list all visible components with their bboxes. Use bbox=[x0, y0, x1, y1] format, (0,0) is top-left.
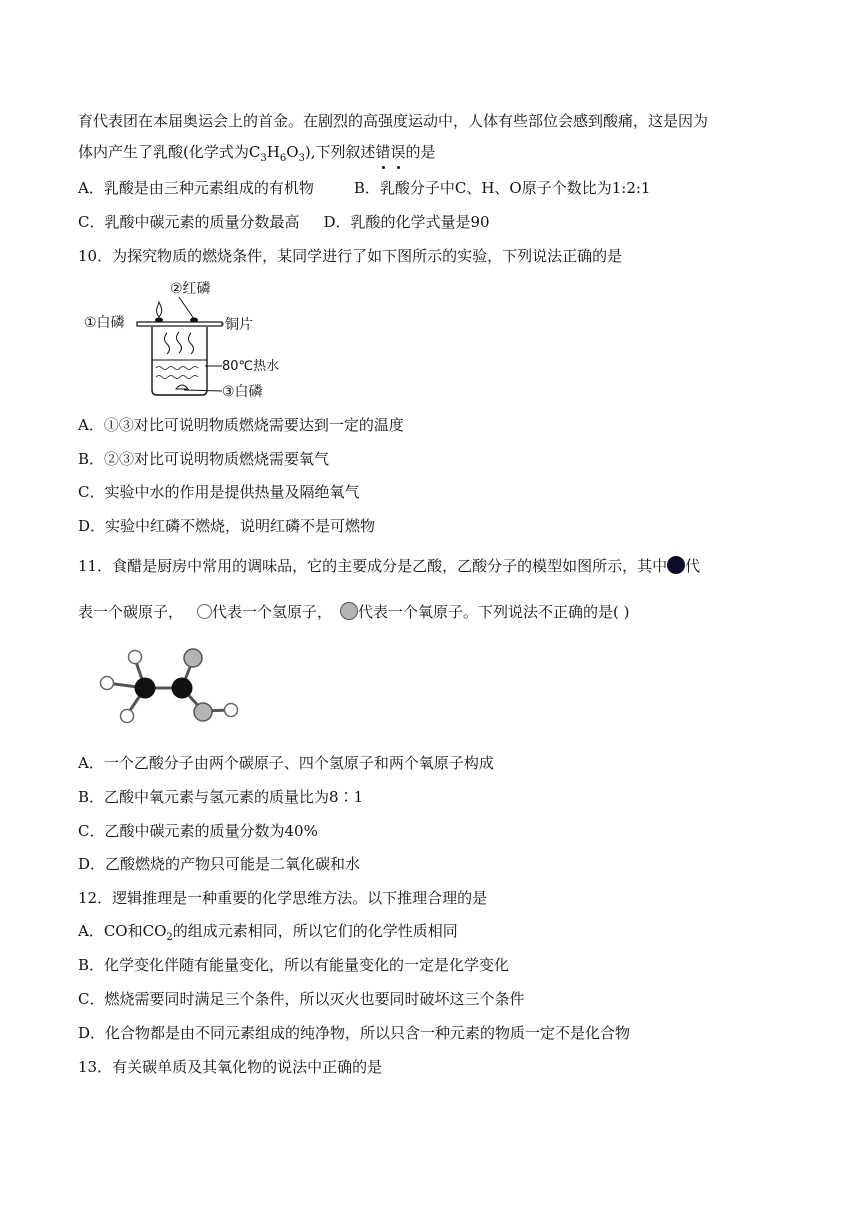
q11-option-a: A．一个乙酸分子由两个碳原子、四个氢原子和两个氧原子构成 bbox=[78, 754, 494, 772]
q10-option-b: B．②③对比可说明物质燃烧需要氧气 bbox=[78, 450, 330, 468]
q9-stem-line1: 育代表团在本届奥运会上的首金。在剧烈的高强度运动中，人体有些部位会感到酸痛，这是因为 bbox=[78, 112, 709, 130]
label-white-phosphorus-3: ③白磷 bbox=[222, 384, 263, 400]
emphasis-dot-char: 误 bbox=[390, 143, 406, 161]
copper-sheet bbox=[137, 322, 222, 326]
hydrogen-atom bbox=[121, 710, 134, 723]
oxygen-atom-icon bbox=[340, 602, 358, 620]
combustion-experiment-diagram bbox=[82, 275, 282, 405]
q11-option-b: B．乙酸中氧元素与氢元素的质量比为8∶1 bbox=[78, 788, 364, 806]
carbon-atom bbox=[135, 678, 156, 699]
q12-option-a: A．CO和$CO_2$的组成元素相同，所以它们的化学性质相同 bbox=[78, 922, 458, 943]
flame-icon bbox=[157, 302, 162, 317]
q10-option-d: D．实验中红磷不燃烧，说明红磷不是可燃物 bbox=[78, 517, 376, 535]
q13-stem: 13．有关碳单质及其氧化物的说法中正确的是 bbox=[78, 1058, 383, 1076]
label-red-phosphorus: ②红磷 bbox=[170, 281, 211, 297]
q10-stem: 10．为探究物质的燃烧条件，某同学进行了如下图所示的实验，下列说法正确的是 bbox=[78, 247, 623, 265]
hydrogen-atom bbox=[101, 677, 114, 690]
white-phosphorus-1 bbox=[155, 318, 163, 323]
beaker bbox=[152, 327, 207, 395]
q9-option-b: B．乳酸分子中C、H、O原子个数比为1:2:1 bbox=[353, 179, 651, 197]
label-copper-sheet: 铜片 bbox=[225, 317, 253, 333]
oxygen-atom bbox=[184, 649, 202, 667]
q9-options-ab bbox=[78, 177, 650, 199]
hydrogen-atom bbox=[129, 651, 142, 664]
q12-option-b: B．化学变化伴随有能量变化，所以有能量变化的一定是化学变化 bbox=[78, 956, 510, 974]
oxygen-atom bbox=[194, 703, 212, 721]
q10-option-a: A．①③对比可说明物质燃烧需要达到一定的温度 bbox=[78, 416, 404, 434]
carbon-atom bbox=[172, 678, 193, 699]
q11-stem-line1: 11．食醋是厨房中常用的调味品，它的主要成分是乙酸，乙酸分子的模型如图所示，其中 代 bbox=[78, 557, 701, 575]
q11-option-d: D．乙酸燃烧的产物只可能是二氧化碳和水 bbox=[78, 855, 361, 873]
q9-options-cd bbox=[78, 211, 490, 233]
q10-option-c: C．实验中水的作用是提供热量及隔绝氧气 bbox=[78, 483, 360, 501]
emphasis-dot-char: 错 bbox=[375, 143, 391, 161]
red-phosphorus bbox=[190, 318, 198, 323]
q11-option-c: C．乙酸中碳元素的质量分数为40% bbox=[78, 822, 318, 840]
white-phosphorus-3 bbox=[176, 385, 188, 389]
q9-option-a: A．乳酸是由三种元素组成的有机物 bbox=[78, 179, 314, 197]
q12-stem: 12．逻辑推理是一种重要的化学思维方法。以下推理合理的是 bbox=[78, 889, 488, 907]
q9-stem-line2: 体内产生了乳酸(化学式为$C_3H_6O_3$),下列叙述错误的是 bbox=[78, 143, 436, 164]
label-hot-water: 80℃热水 bbox=[222, 359, 280, 374]
q12-option-c: C．燃烧需要同时满足三个条件，所以灭火也要同时破坏这三个条件 bbox=[78, 990, 525, 1008]
hydrogen-atom-icon bbox=[197, 604, 212, 619]
q9-option-c: C．乳酸中碳元素的质量分数最高 bbox=[78, 213, 300, 231]
q9-option-d: D．乳酸的化学式量是90 bbox=[323, 213, 490, 231]
label-white-phosphorus-1: ①白磷 bbox=[84, 315, 125, 331]
q12-option-d: D．化合物都是由不同元素组成的纯净物，所以只含一种元素的物质一定不是化合物 bbox=[78, 1024, 631, 1042]
acetic-acid-molecule-model bbox=[95, 643, 245, 728]
carbon-atom-icon bbox=[667, 556, 685, 574]
q11-stem-line2: 表一个碳原子， 代表一个氢原子， 代表一个氧原子。下列说法不正确的是( ) bbox=[78, 603, 630, 621]
hydrogen-atom bbox=[225, 704, 238, 717]
